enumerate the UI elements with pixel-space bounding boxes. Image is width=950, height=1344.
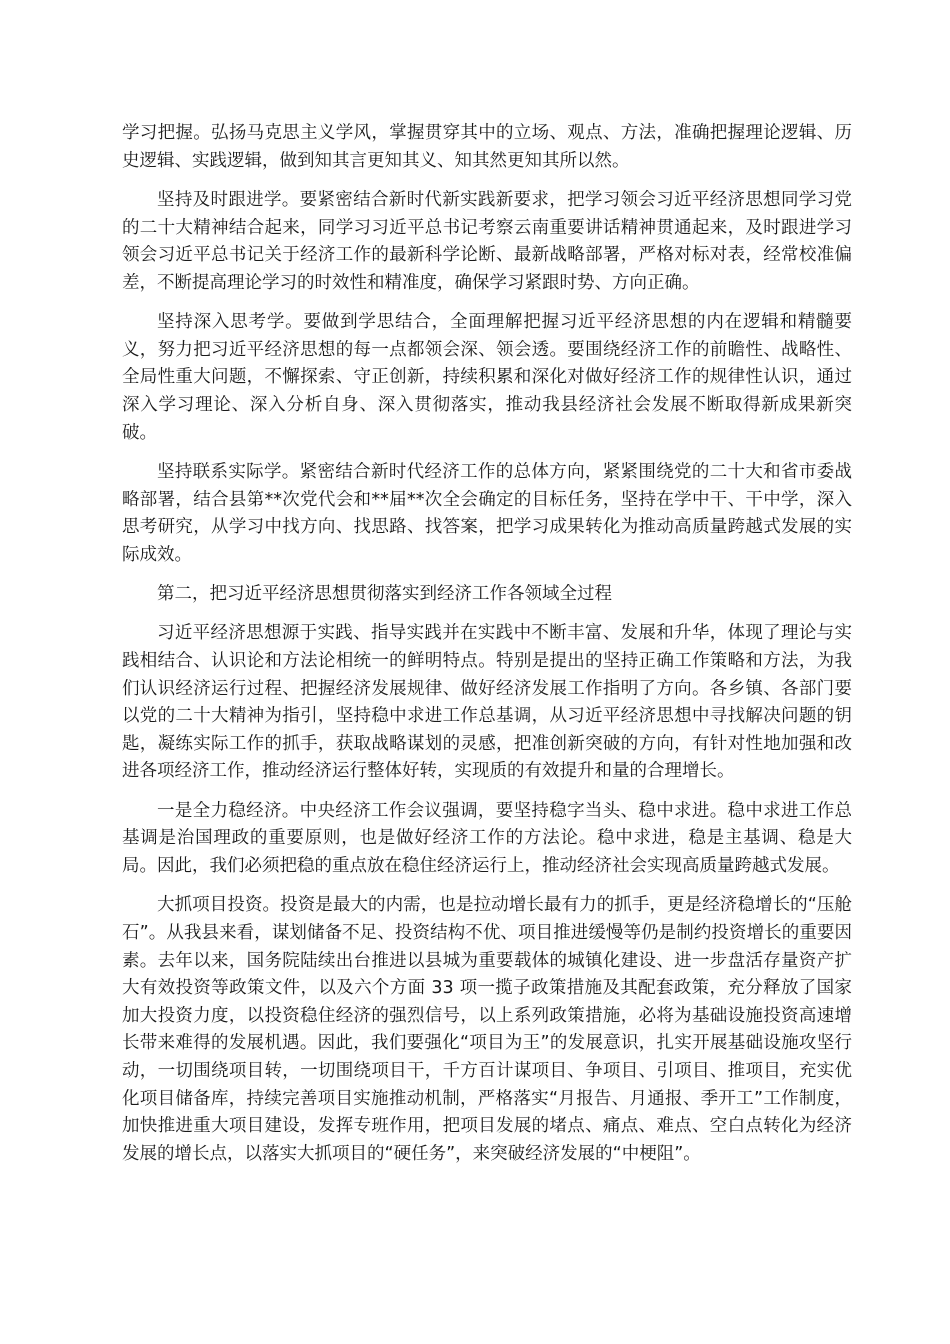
paragraph-continuation: 学习把握。弘扬马克思主义学风，掌握贯穿其中的立场、观点、方法，准确把握理论逻辑、历史逻辑、实践逻辑，做到知其言更知其义、知其然更知其所以然。 xyxy=(122,123,852,171)
paragraph-practical-study: 坚持联系实际学。紧密结合新时代经济工作的总体方向，紧紧围绕党的二十大和省市委战略部署，结合县第**次党代会和**届**次全会确定的目标任务，坚持在学中干、干中学，深入思考研究，从学习中找方向、找思路、找答案，把学习成果转化为推动高质量跨越式发展的实际成效。 xyxy=(122,461,852,565)
document-page xyxy=(122,120,852,1180)
paragraph-stabilize-economy: 一是全力稳经济。中央经济工作会议强调，要坚持稳字当头、稳中求进。稳中求进工作总基调是治国理政的重要原则，也是做好经济工作的方法论。稳中求进，稳是主基调、稳是大局。因此，我们必须把稳的重点放在稳住经济运行上，推动经济社会实现高质量跨越式发展。 xyxy=(122,800,852,877)
paragraph-deep-thinking: 坚持深入思考学。要做到学思结合，全面理解把握习近平经济思想的内在逻辑和精髓要义，努力把习近平经济思想的每一点都领会深、领会透。要围绕经济工作的前瞻性、战略性、全局性重大问题，不懈探索、守正创新，持续积累和深化对做好经济工作的规律性认识，通过深入学习理论、深入分析自身、深入贯彻落实，推动我县经济社会发展不断取得新成果新突破。 xyxy=(122,312,852,443)
paragraph-project-investment: 大抓项目投资。投资是最大的内需，也是拉动增长最有力的抓手，更是经济稳增长的“压舱石”。从我县来看，谋划储备不足、投资结构不优、项目推进缓慢等仍是制约投资增长的重要因素。去年以来，国务院陆续出台推进以县城为重要载体的城镇化建设、进一步盘活存量资产扩大有效投资等政策文件，以及六个方面 33 项一揽子政策措施及其配套政策，充分释放了国家加大投资力度，以投资稳住经济的强烈信号，以上系列政策措施，必将为基础设施投资高速增长带来难得的发展机遇。因此，我们要强化“项目为王”的发展意识，扎实开展基础设施攻坚行动，一切围绕项目转，一切围绕项目干，千方百计谋项目、争项目、引项目、推项目，充实优化项目储备库，持续完善项目实施推动机制，严格落实“月报告、月通报、季开工”工作制度，加快推进重大项目建设，发挥专班作用，把项目发展的堵点、痛点、难点、空白点转化为经济发展的增长点，以落实大抓项目的“硬任务”，来突破经济发展的“中梗阻”。 xyxy=(122,895,852,1164)
section-heading-second: 第二，把习近平经济思想贯彻落实到经济工作各领域全过程 xyxy=(157,584,612,605)
paragraph-economic-thought: 习近平经济思想源于实践、指导实践并在实践中不断丰富、发展和升华，体现了理论与实践相结合、认识论和方法论相统一的鲜明特点。特别是提出的坚持正确工作策略和方法，为我们认识经济运行过程、把握经济发展规律、做好经济发展工作指明了方向。各乡镇、各部门要以党的二十大精神为指引，坚持稳中求进工作总基调，从习近平经济思想中寻找解决问题的钥匙，凝练实际工作的抓手，获取战略谋划的灵感，把准创新突破的方向，有针对性地加强和改进各项经济工作，推动经济运行整体好转，实现质的有效提升和量的合理增长。 xyxy=(122,623,852,782)
paragraph-timely-study: 坚持及时跟进学。要紧密结合新时代新实践新要求，把学习领会习近平经济思想同学习党的二十大精神结合起来，同学习习近平总书记考察云南重要讲话精神贯通起来，及时跟进学习领会习近平总书记关于经济工作的最新科学论断、最新战略部署，严格对标对表，经常校准偏差，不断提高理论学习的时效性和精准度，确保学习紧跟时势、方向正确。 xyxy=(122,189,852,293)
